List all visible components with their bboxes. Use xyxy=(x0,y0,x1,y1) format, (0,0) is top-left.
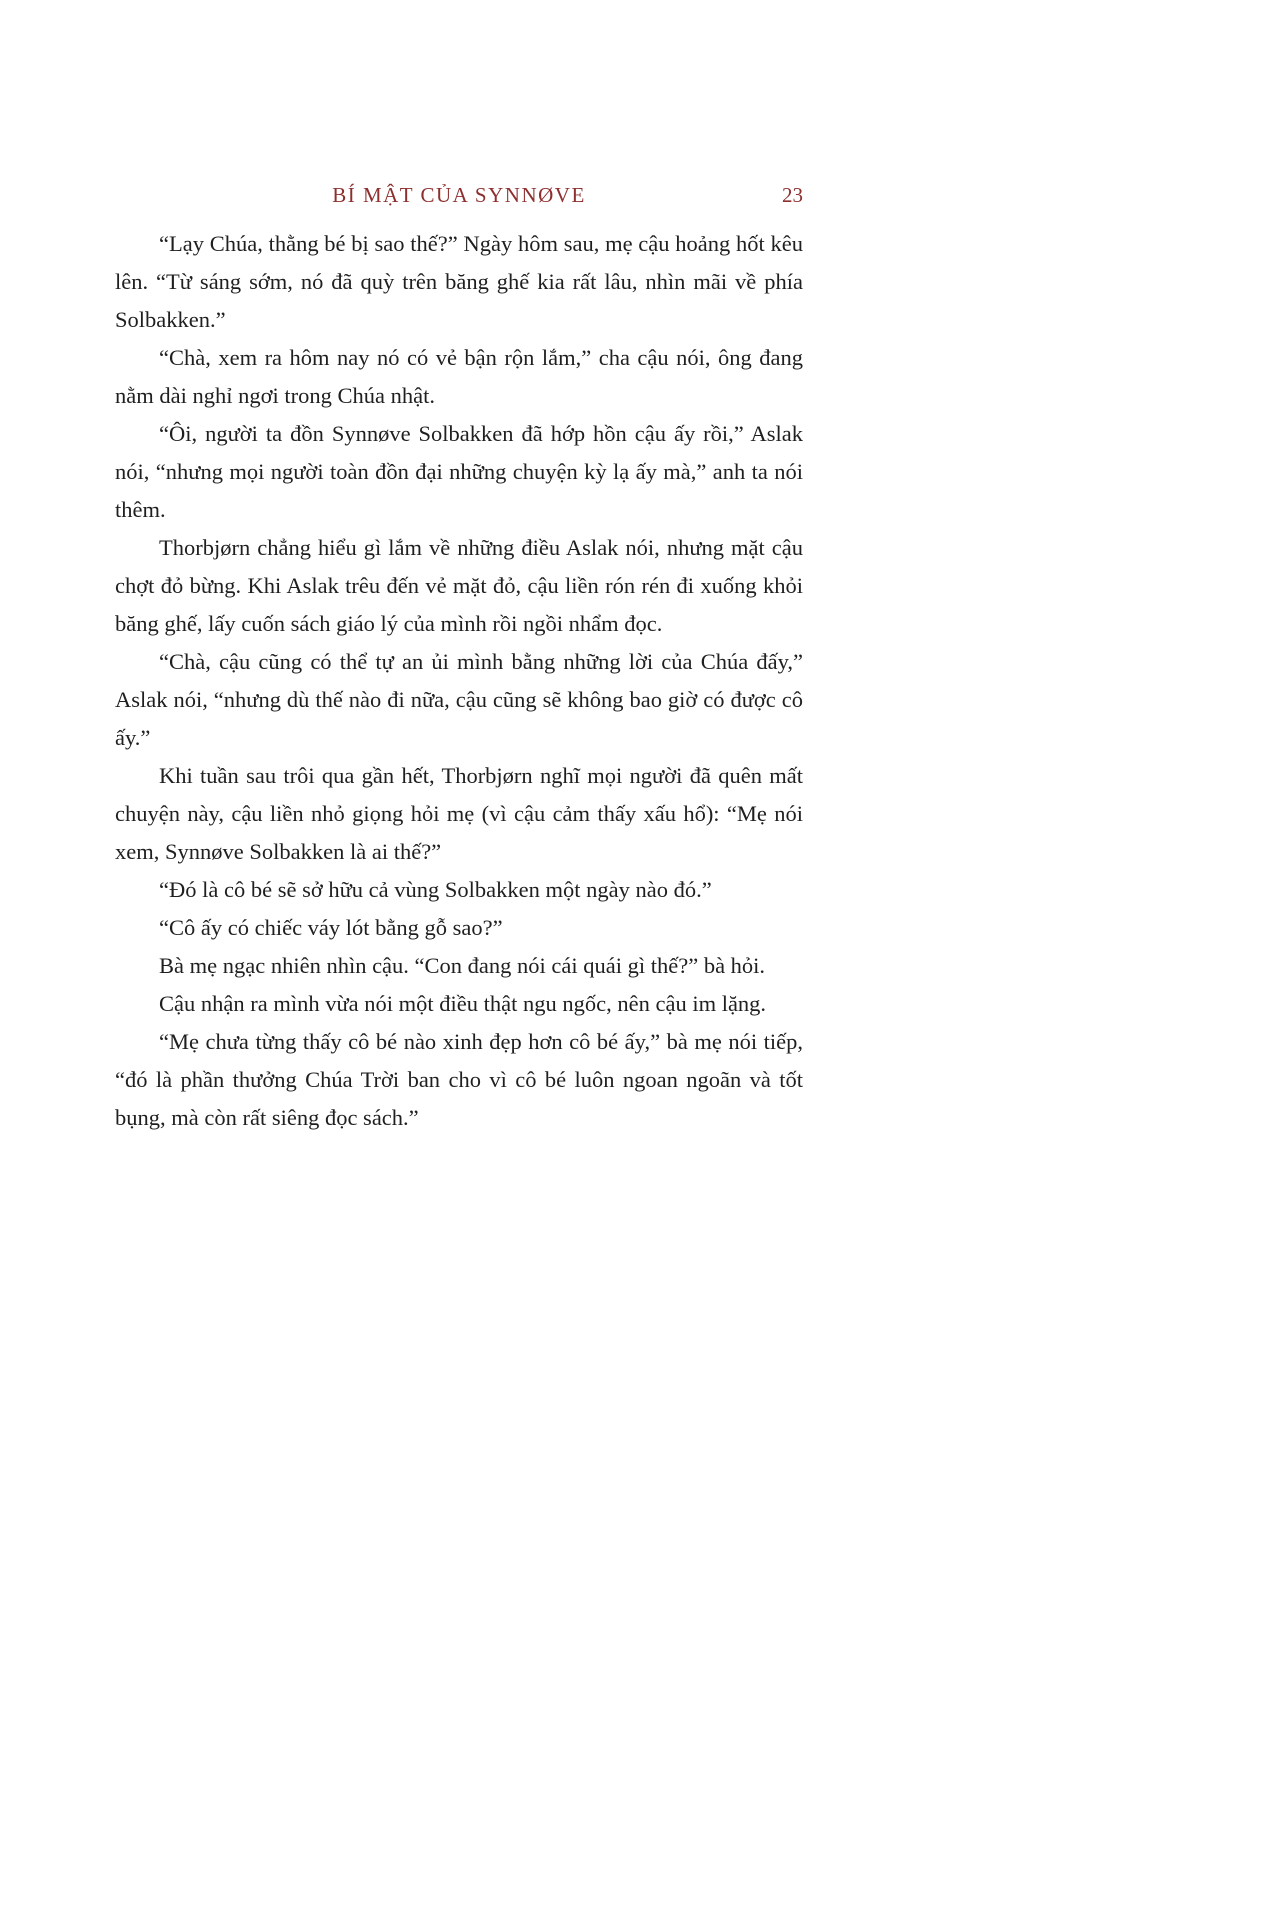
paragraph: “Ôi, người ta đồn Synnøve Solbakken đã hớp hồn cậu ấy rồi,” Aslak nói, “nhưng mọi người toàn đồn đại những chuyện kỳ lạ ấy mà,” anh ta nói thêm. xyxy=(115,421,803,522)
paragraph: “Chà, xem ra hôm nay nó có vẻ bận rộn lắm,” cha cậu nói, ông đang nằm dài nghỉ ngơi trong Chúa nhật. xyxy=(115,345,803,408)
paragraph: “Lạy Chúa, thằng bé bị sao thế?” Ngày hôm sau, mẹ cậu hoảng hốt kêu lên. “Từ sáng sớm, nó đã quỳ trên băng ghế kia rất lâu, nhìn mãi về phía Solbakken.” xyxy=(115,231,803,332)
running-title: BÍ MẬT CỦA SYNNØVE xyxy=(332,183,586,207)
paragraph: Khi tuần sau trôi qua gần hết, Thorbjørn nghĩ mọi người đã quên mất chuyện này, cậu liền nhỏ giọng hỏi mẹ (vì cậu cảm thấy xấu hổ): “Mẹ nói xem, Synnøve Solbakken là ai thế?” xyxy=(115,763,803,864)
paragraph: “Chà, cậu cũng có thể tự an ủi mình bằng những lời của Chúa đấy,” Aslak nói, “nhưng dù thế nào đi nữa, cậu cũng sẽ không bao giờ có được cô ấy.” xyxy=(115,649,803,750)
page-header xyxy=(115,183,803,208)
paragraph: Thorbjørn chẳng hiểu gì lắm về những điều Aslak nói, nhưng mặt cậu chợt đỏ bừng. Khi Aslak trêu đến vẻ mặt đỏ, cậu liền rón rén đi xuống khỏi băng ghế, lấy cuốn sách giáo lý của mình rồi ngồi nhẩm đọc. xyxy=(115,535,803,636)
paragraph: Bà mẹ ngạc nhiên nhìn cậu. “Con đang nói cái quái gì thế?” bà hỏi. xyxy=(159,953,766,978)
paragraph: “Cô ấy có chiếc váy lót bằng gỗ sao?” xyxy=(159,915,503,940)
page-body xyxy=(115,225,803,1137)
paragraph: Cậu nhận ra mình vừa nói một điều thật ngu ngốc, nên cậu im lặng. xyxy=(159,991,767,1016)
page-number: 23 xyxy=(782,183,803,207)
paragraph: “Đó là cô bé sẽ sở hữu cả vùng Solbakken một ngày nào đó.” xyxy=(159,877,712,902)
text-column xyxy=(115,183,803,1137)
paragraph: “Mẹ chưa từng thấy cô bé nào xinh đẹp hơn cô bé ấy,” bà mẹ nói tiếp, “đó là phần thưởng Chúa Trời ban cho vì cô bé luôn ngoan ngoãn và tốt bụng, mà còn rất siêng đọc sách.” xyxy=(115,1029,803,1130)
